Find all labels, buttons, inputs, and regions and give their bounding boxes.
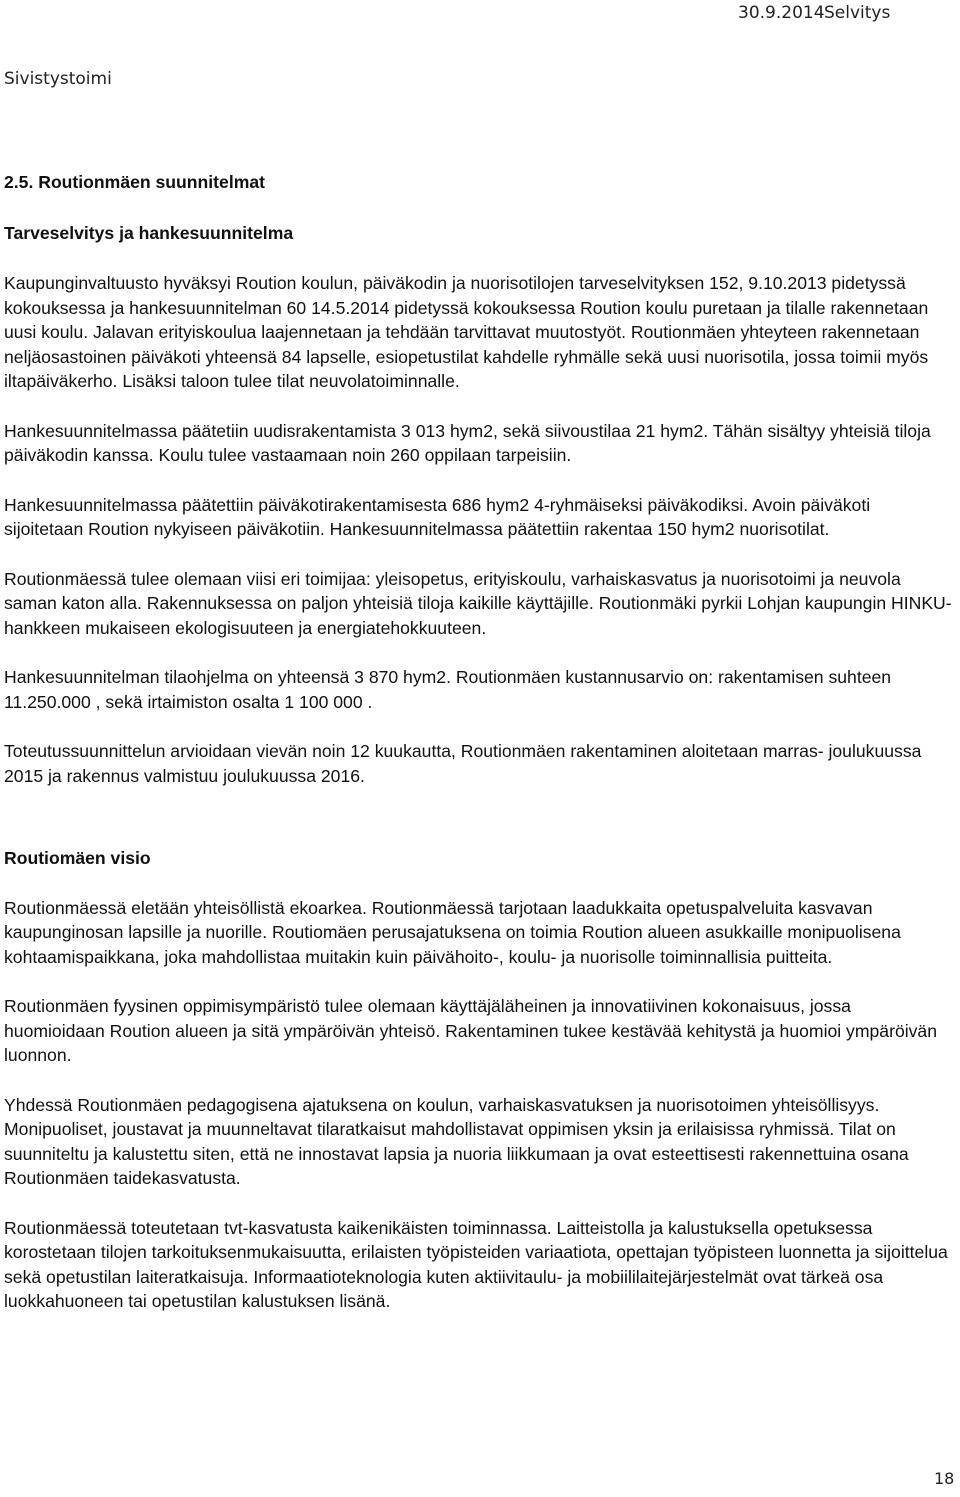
section-subtitle: Tarveselvitys ja hankesuunnitelma [4, 222, 294, 243]
page-number: 18 [934, 1469, 955, 1488]
vision-paragraph-technology: Routionmäessä toteutetaan tvt-kasvatusta kaikenikäisten toiminnassa. Laitteistolla ja kalustuksella opetuksessa korostetaan tilojen tarkoituksenmukaisuutta, erilaisten työpisteiden variaatiota, opettajan työpisteen luonnetta ja sijoittelua sekä opetustilan laiteratkaisuja. Informaatioteknologia kuten aktiivitaulu- ja mobiililaitejärjestelmät ovat tärkeä osa luokkahuoneen tai opetustilan kalustuksen lisänä. [4, 1217, 948, 1311]
paragraph-approval: Kaupunginvaltuusto hyväksyi Roution koulun, päiväkodin ja nuorisotilojen tarveselvityksen 152, 9.10.2013 pidetyssä kokouksessa ja hankesuunnitelman 60 14.5.2014 pidetyssä kokouksessa Roution koulu puretaan ja tilalle rakennetaan uusi koulu. Jalavan erityiskoulua laajennetaan ja tehdään tarvittavat muutostyöt. Routionmäen yhteyteen rakennetaan neljäosastoinen päiväkoti yhteensä 84 lapselle, esiopetustilat kahdelle ryhmälle sekä uusi nuorisotila, jossa toimii myös iltapäiväkerho. Lisäksi taloon tulee tilat neuvolatoiminnalle. [4, 273, 929, 391]
vision-paragraph-pedagogy: Yhdessä Routionmäen pedagogisena ajatuksena on koulun, varhaiskasvatuksen ja nuorisotoimen yhteisöllisyys. Monipuoliset, joustavat ja muunneltavat tilaratkaisut mahdollistavat oppimisen yksin ja erilaisissa ryhmissä. Tilat on suunniteltu ja kalustettu siten, että ne innostavat lapsia ja nuoria liikkumaan ja ovat esteettisesti rakennettuina osana Routionmäen taidekasvatusta. [4, 1094, 909, 1188]
section-title: 2.5. Routionmäen suunnitelmat [4, 172, 266, 192]
document-body [4, 170, 954, 1339]
header-document-type: Selvitys [824, 3, 891, 23]
vision-title: Routiomäen visio [4, 848, 151, 868]
paragraph-schedule: Toteutussuunnittelun arvioidaan vievän noin 12 kuukautta, Routionmäen rakentaminen aloitetaan marras- joulukuussa 2015 ja rakennus valmistuu joulukuussa 2016. [4, 741, 922, 786]
paragraph-school-area: Hankesuunnitelmassa päätetiin uudisrakentamista 3 013 hym2, sekä siivoustilaa 21 hym2. Tähän sisältyy yhteisiä tiloja päiväkodin kanssa. Koulu tulee vastaamaan noin 260 oppilaan tarpeisiin. [4, 420, 931, 465]
paragraph-costs: Hankesuunnitelman tilaohjelma on yhteensä 3 870 hym2. Routionmäen kustannusarvio on: rakentamisen suhteen 11.250.000 , sekä irtaimiston osalta 1 100 000 . [4, 667, 892, 712]
header-department: Sivistystoimi [4, 69, 112, 89]
header-date: 30.9.2014 [738, 3, 825, 23]
vision-paragraph-environment: Routionmäen fyysinen oppimisympäristö tulee olemaan käyttäjäläheinen ja innovatiivinen kokonaisuus, jossa huomioidaan Roution alueen ja sitä ympäröivän yhteisö. Rakentaminen tukee kestävää kehitystä ja huomioi ympäröivän luonnon. [4, 996, 938, 1065]
vision-paragraph-community: Routionmäessä eletään yhteisöllistä ekoarkea. Routionmäessä tarjotaan laadukkaita opetuspalveluita kasvavan kaupunginosan lapsille ja nuorille. Routiomäen perusajatuksena on toimia Roution alueen asukkaille monipuolisena kohtaamispaikkana, joka mahdollistaa muitakin kuin päivähoito-, koulu- ja nuorisolle toiminnallisia puitteita. [4, 897, 901, 967]
paragraph-daycare-area: Hankesuunnitelmassa päätettiin päiväkotirakentamisesta 686 hym2 4-ryhmäiseksi päiväkodiksi. Avoin päiväkoti sijoitetaan Roution nykyiseen päiväkotiin. Hankesuunnitelmassa päätettiin rakentaa 150 hym2 nuorisotilat. [4, 494, 871, 539]
paragraph-operators: Routionmäessä tulee olemaan viisi eri toimijaa: yleisopetus, erityiskoulu, varhaiskasvatus ja nuorisotoimi ja neuvola saman katon alla. Rakennuksessa on paljon yhteisiä tiloja kaikille käyttäjille. Routionmäki pyrkii Lohjan kaupungin HINKU-hankkeen mukaiseen ekologisuuteen ja energiatehokkuuteen. [4, 568, 952, 638]
